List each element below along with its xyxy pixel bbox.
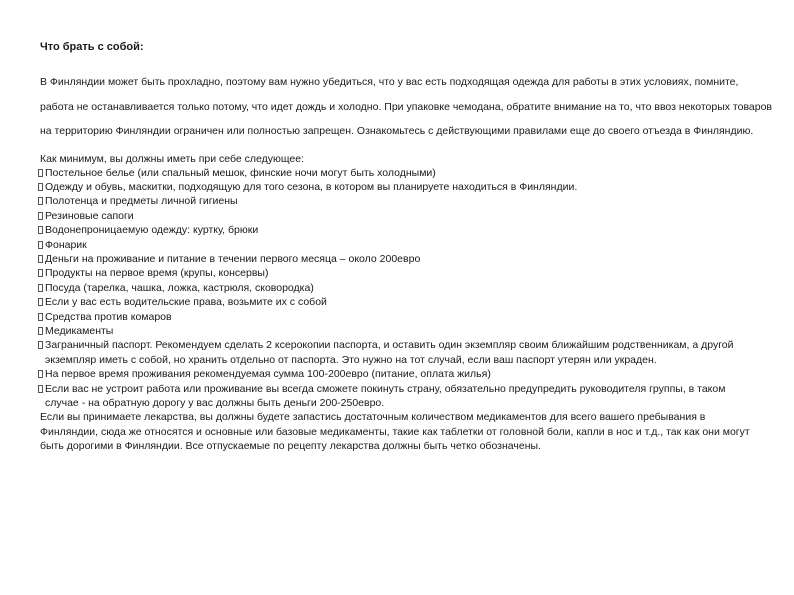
list-item: Средства против комаров bbox=[40, 310, 755, 324]
list-item: Постельное белье (или спальный мешок, финские ночи могут быть холодными) bbox=[40, 166, 755, 180]
packing-list bbox=[40, 166, 780, 454]
bullet-icon bbox=[38, 269, 43, 277]
document-page bbox=[40, 40, 780, 454]
list-item: Полотенца и предметы личной гигиены bbox=[40, 194, 755, 208]
closing-paragraph: Если вы принимаете лекарства, вы должны будете запастись достаточным количеством медикаментов для всего вашего пребывания в Финляндии, сюда же относятся и основные или базовые медикаменты, такие как таблетки от головной боли, капли в нос и т.д., так как они могут быть дорогими в Финляндии. Все отпускаемые по рецепту лекарства должны быть четко обозначены. bbox=[40, 411, 750, 453]
bullet-icon bbox=[38, 284, 43, 292]
bullet-icon bbox=[38, 341, 43, 349]
list-item: Заграничный паспорт. Рекомендуем сделать 2 ксерокопии паспорта, и оставить один экземпляр своим ближайшим родственникам, а другой экземпляр иметь с собой, но хранить отдельно от паспорта. Это нужно на тот случай, если ваш паспорт утерян или украден. bbox=[40, 338, 755, 367]
list-item: Фонарик bbox=[40, 238, 755, 252]
list-item: Продукты на первое время (крупы, консервы) bbox=[40, 266, 755, 280]
bullet-icon bbox=[38, 241, 43, 249]
bullet-icon bbox=[38, 313, 43, 321]
list-item: Если вас не устроит работа или проживание вы всегда сможете покинуть страну, обязательно предупредить руководителя группы, в таком случае - на обратную дорогу у вас должны быть деньги 200-250евро. bbox=[40, 382, 755, 411]
list-item: На первое время проживания рекомендуемая сумма 100-200евро (питание, оплата жилья) bbox=[40, 367, 755, 381]
list-item: Медикаменты bbox=[40, 324, 755, 338]
bullet-icon bbox=[38, 255, 43, 263]
bullet-icon bbox=[38, 183, 43, 191]
list-item: Деньги на проживание и питание в течении первого месяца – около 200евро bbox=[40, 252, 755, 266]
document-title: Что брать с собой: bbox=[40, 41, 144, 53]
bullet-icon bbox=[38, 385, 43, 393]
bullet-icon bbox=[38, 327, 43, 335]
list-item: Посуда (тарелка, чашка, ложка, кастрюля, сковородка) bbox=[40, 281, 755, 295]
intro-paragraph: В Финляндии может быть прохладно, поэтому вам нужно убедиться, что у вас есть подходящая одежда для работы в этих условиях, помните, работа не останавливается только потому, что идет дождь и холодно. При упаковке чемодана, обратите внимание на то, что ввоз некоторых товаров на территорию Финляндии ограничен или полностью запрещен. Ознакомьтесь с действующими правилами еще до своего отъезда в Финляндию. bbox=[40, 76, 773, 137]
list-intro: Как минимум, вы должны иметь при себе следующее: bbox=[40, 152, 304, 165]
bullet-icon bbox=[38, 212, 43, 220]
bullet-icon bbox=[38, 298, 43, 306]
list-item: Резиновые сапоги bbox=[40, 209, 755, 223]
bullet-icon bbox=[38, 197, 43, 205]
list-item: Одежду и обувь, маскитки, подходящую для того сезона, в котором вы планируете находиться в Финляндии. bbox=[40, 180, 755, 194]
bullet-icon bbox=[38, 370, 43, 378]
list-item: Водонепроницаемую одежду: куртку, брюки bbox=[40, 223, 755, 237]
list-item: Если у вас есть водительские права, возьмите их с собой bbox=[40, 295, 755, 309]
bullet-icon bbox=[38, 169, 43, 177]
bullet-icon bbox=[38, 226, 43, 234]
